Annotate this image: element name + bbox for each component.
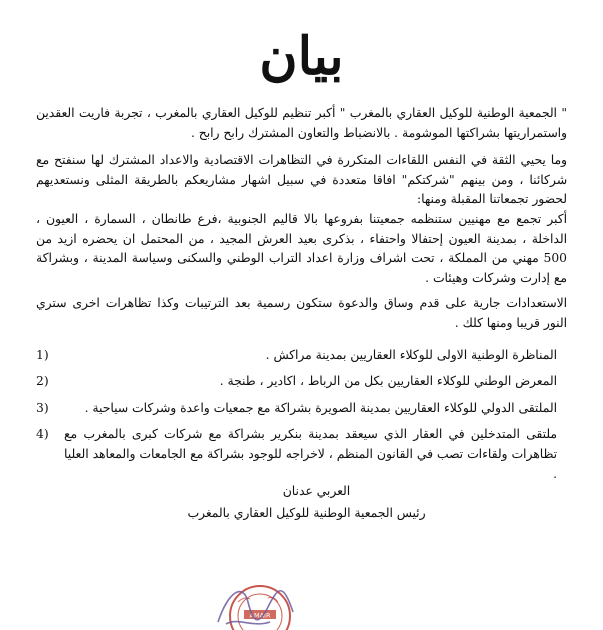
list-item-number: 1) bbox=[36, 347, 49, 362]
list-item bbox=[36, 425, 567, 484]
stamp-and-signature bbox=[198, 572, 308, 630]
paragraph-3: أكبر تجمع مع مهنيين ستنظمه جمعيتنا بفروعها بالا قاليم الجنوبية ،فرع طانطان ، السمارة ، العيون ، الداخلة ، بمدينة العيون إحتفالا واحتفاء ، بذكرى بعيد العرش المجيد ، من المحتمل ان يحضره ازيد من 500 مهني من المملكة ، تحت اشراف وزارة اعداد التراب الوطني والسكنى وسياسة المدينة ، وبشراكة مع إدارت وشركات وهيئات . bbox=[36, 211, 567, 285]
paragraph-1: " الجمعية الوطنية للوكيل العقاري بالمغرب " أكبر تنظيم للوكيل العقاري بالمغرب ، تجربة فاريت العقدين واستمراريتها بشراكتها الموشومة . بالانضباط والتعاون المشترك رابح رابح . bbox=[36, 106, 567, 140]
stamp-text: AMAIR bbox=[249, 611, 271, 620]
paragraph-2: وما يحيي الثقة في النفس اللقاءات المتكررة في التظاهرات الاقتصادية والاعداد المشترك لها سنفتح مع شركائنا ، ومن بينهم "شركتكم" افاقا متعددة في سبيل اشهار مشاريعكم بالطريقة المثلى ونستعديهم لحضور تجمعاتنا المقبلة ومنها: bbox=[36, 153, 567, 207]
list-item-text: المعرض الوطني للوكلاء العقاريين بكل من الرباط ، اكادير ، طنجة . bbox=[219, 374, 557, 389]
list-item-text: ملتقى المتدخلين في العقار الذي سيعقد بمدينة بنكرير بشراكة مع شركات كبرى بالمغرب مع تظاهرات ولقاءات تصب في القانون المنظم ، لاخراجه للوجود بشراكة مع الجامعات والمعاهد العليا . bbox=[64, 427, 557, 481]
list-item-number: 3) bbox=[36, 400, 49, 415]
list-item-number: 4) bbox=[36, 427, 49, 442]
paragraph-4: الاستعدادات جارية على قدم وساق والدعوة ستكون رسمية بعد الترتيبات وكذا تظاهرات اخرى ستري النور قريبا ومنها كلك . bbox=[36, 296, 567, 330]
events-list bbox=[36, 346, 567, 485]
list-item-text: المناظرة الوطنية الاولى للوكلاء العقاريين بمدينة مراكش . bbox=[265, 347, 557, 362]
list-item bbox=[36, 399, 567, 419]
list-item-number: 2) bbox=[36, 374, 49, 389]
signatory-name: العربي عدنان bbox=[282, 484, 351, 498]
list-item-text: الملتقى الدولي للوكلاء العقاريين بمدينة الصويرة بشراكة مع جمعيات واعدة وشركات سياحية . bbox=[84, 400, 557, 415]
document-title: بيان bbox=[259, 26, 344, 87]
stamp-seal-icon bbox=[198, 572, 308, 630]
signatory-role: رئيس الجمعية الوطنية للوكيل العقاري بالمغرب bbox=[187, 506, 426, 520]
document-body bbox=[36, 104, 567, 491]
signature-block bbox=[0, 480, 603, 524]
list-item bbox=[36, 346, 567, 366]
list-item bbox=[36, 372, 567, 392]
